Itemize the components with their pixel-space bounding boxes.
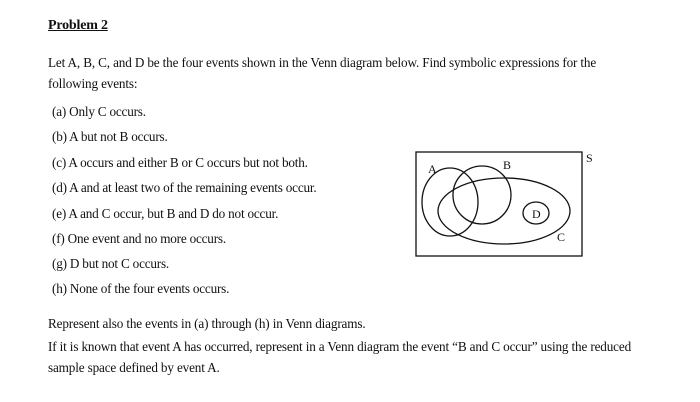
represent-text: Represent also the events in (a) through (h) in Venn diagrams. bbox=[48, 316, 366, 331]
item-c: (c) A occurs and either B or C occurs but not both. bbox=[52, 155, 308, 170]
label-a: A bbox=[428, 162, 437, 176]
label-d: D bbox=[532, 207, 541, 221]
item-d: (d) A and at least two of the remaining events occur. bbox=[52, 180, 317, 195]
given-text: If it is known that event A has occurred, represent in a Venn diagram the event “B and C occur” using the reduced sample space defined by event A. bbox=[48, 339, 632, 375]
item-e: (e) A and C occur, but B and D do not occur. bbox=[52, 206, 279, 221]
item-h: (h) None of the four events occurs. bbox=[52, 281, 230, 296]
problem-title: Problem 2 bbox=[48, 18, 108, 33]
label-c: C bbox=[557, 230, 566, 244]
circle-a bbox=[422, 168, 478, 236]
venn-diagram bbox=[412, 150, 612, 260]
label-s: S bbox=[586, 151, 593, 165]
item-a: (a) Only C occurs. bbox=[52, 104, 146, 119]
label-b: B bbox=[503, 158, 512, 172]
circle-b bbox=[453, 166, 511, 224]
item-b: (b) A but not B occurs. bbox=[52, 129, 168, 144]
problem-intro: Let A, B, C, and D be the four events shown in the Venn diagram below. Find symbolic expressions for the following events: bbox=[48, 55, 597, 91]
item-g: (g) D but not C occurs. bbox=[52, 256, 169, 271]
item-f: (f) One event and no more occurs. bbox=[52, 231, 226, 246]
